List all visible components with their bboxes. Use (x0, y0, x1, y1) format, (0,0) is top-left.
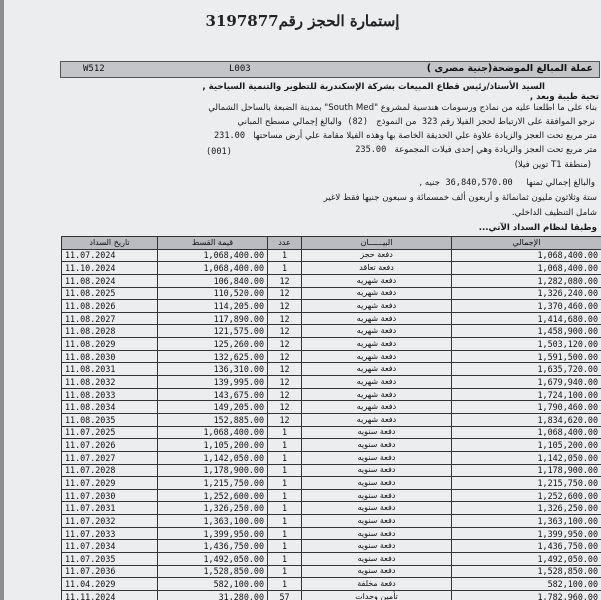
row-description: دفعة سنويه (302, 553, 452, 566)
row-count: 1 (268, 439, 302, 452)
table-row (62, 363, 601, 376)
header-total: الإجمالي (452, 237, 601, 250)
row-total: 1,399,950.00 (452, 527, 601, 540)
table-row (62, 249, 601, 262)
line2-middle: من النموذج (376, 117, 417, 127)
row-count: 1 (268, 262, 302, 275)
row-date: 11.08.2024 (62, 274, 158, 287)
row-count: 12 (268, 287, 302, 300)
row-description: دفعة مخلفة (302, 578, 452, 591)
row-count: 12 (268, 376, 302, 389)
row-date: 11.07.2027 (62, 451, 158, 464)
table-row (62, 451, 601, 464)
table-row (62, 413, 601, 426)
table-row (62, 553, 601, 566)
page-title: إستمارة الحجز رقم3197877 (205, 12, 400, 30)
villa-number: 323 (421, 117, 438, 127)
row-description: دفعة سنويه (302, 439, 452, 452)
header-description: البيــــــان (302, 237, 452, 250)
row-total: 1,282,080.00 (452, 274, 601, 287)
row-date: 11.07.2030 (62, 489, 158, 502)
line2-suffix: والبالغ إجمالي مسطح المباني (237, 117, 342, 127)
row-installment: 1,105,200.00 (158, 439, 268, 452)
row-total: 1,326,250.00 (452, 502, 601, 515)
row-count: 12 (268, 338, 302, 351)
table-header-row (62, 237, 601, 250)
row-installment: 582,100.00 (158, 578, 268, 591)
table-row (62, 477, 601, 490)
row-description: دفعة شهريه (302, 312, 452, 325)
table-row (62, 376, 601, 389)
row-installment: 121,575.00 (158, 325, 268, 338)
row-total: 1,436,750.00 (452, 540, 601, 553)
group-number: (001) (206, 147, 232, 157)
row-count: 1 (268, 451, 302, 464)
row-installment: 110,520.00 (158, 287, 268, 300)
row-description: دفعة شهريه (302, 401, 452, 414)
row-total: 1,492,050.00 (452, 553, 601, 566)
row-description: دفعة شهريه (302, 388, 452, 401)
header-count: عدد (268, 237, 302, 250)
row-description: دفعة شهريه (302, 300, 452, 313)
row-date: 11.07.2031 (62, 502, 158, 515)
row-total: 1,326,240.00 (452, 287, 601, 300)
row-description: دفعة شهريه (302, 376, 452, 389)
row-total: 1,503,120.00 (452, 338, 601, 351)
row-installment: 1,399,950.00 (158, 527, 268, 540)
table-row (62, 426, 601, 439)
payment-schedule-table (61, 236, 601, 600)
row-count: 1 (268, 502, 302, 515)
row-total: 1,370,460.00 (452, 300, 601, 313)
row-installment: 1,363,100.00 (158, 515, 268, 528)
zone-line: (منطقة T1 توين فيلا) (514, 160, 591, 170)
greeting-line: تحية طيبة وبعد , (529, 92, 599, 102)
row-installment: 139,995.00 (158, 376, 268, 389)
row-description: دفعة شهريه (302, 287, 452, 300)
row-date: 11.08.2032 (62, 376, 158, 389)
row-description: دفعة سنويه (302, 565, 452, 578)
currency-code-l003: L003 (229, 64, 251, 74)
row-installment: 1,436,750.00 (158, 540, 268, 553)
row-total: 1,105,200.00 (452, 439, 601, 452)
table-row (62, 325, 601, 338)
row-count: 1 (268, 565, 302, 578)
row-installment: 1,215,750.00 (158, 477, 268, 490)
header-date: تاريخ السداد (62, 237, 158, 250)
row-description: دفعة سنويه (302, 477, 452, 490)
row-description: دفعة سنويه (302, 540, 452, 553)
total-price-label: والبالغ إجمالي ثمنها (526, 178, 595, 188)
model-number: (82) (347, 117, 369, 127)
row-date: 11.08.2029 (62, 338, 158, 351)
line2-prefix: نرجو الموافقة على الارتباط لحجز الفيلا رقم (440, 117, 595, 127)
table-row (62, 300, 601, 313)
row-date: 11.07.2035 (62, 553, 158, 566)
table-row (62, 312, 601, 325)
row-count: 1 (268, 578, 302, 591)
row-count: 12 (268, 300, 302, 313)
internal-note: شامل التنظيف الداخلي. (511, 208, 597, 218)
row-total: 1,215,750.00 (452, 477, 601, 490)
row-total: 1,679,940.00 (452, 376, 601, 389)
row-installment: 117,890.00 (158, 312, 268, 325)
total-price-value: 36,840,570.00 (445, 178, 513, 188)
row-date: 11.07.2032 (62, 515, 158, 528)
row-description: دفعة سنويه (302, 515, 452, 528)
table-row (62, 527, 601, 540)
row-date: 11.07.2026 (62, 439, 158, 452)
row-total: 1,363,100.00 (452, 515, 601, 528)
table-row (62, 489, 601, 502)
row-installment: 149,205.00 (158, 401, 268, 414)
row-installment: 1,068,400.00 (158, 249, 268, 262)
row-total: 1,528,850.00 (452, 565, 601, 578)
row-installment: 1,528,850.00 (158, 565, 268, 578)
row-date: 11.07.2033 (62, 527, 158, 540)
row-installment: 1,068,400.00 (158, 426, 268, 439)
row-total: 1,591,500.00 (452, 350, 601, 363)
table-row (62, 464, 601, 477)
row-count: 1 (268, 553, 302, 566)
intro-line-2 (237, 117, 595, 127)
row-total: 1,252,600.00 (452, 489, 601, 502)
row-count: 1 (268, 540, 302, 553)
row-count: 1 (268, 527, 302, 540)
row-description: دفعة شهريه (302, 350, 452, 363)
row-total: 1,414,680.00 (452, 312, 601, 325)
table-row (62, 439, 601, 452)
row-count: 12 (268, 388, 302, 401)
row-date: 11.07.2036 (62, 565, 158, 578)
row-total: 1,142,050.00 (452, 451, 601, 464)
row-count: 12 (268, 350, 302, 363)
row-description: دفعة تعاقد (302, 262, 452, 275)
table-row (62, 350, 601, 363)
row-date: 11.04.2029 (62, 578, 158, 591)
row-description: دفعة سنويه (302, 426, 452, 439)
row-count: 1 (268, 426, 302, 439)
row-description: دفعة سنويه (302, 451, 452, 464)
row-count: 57 (268, 590, 302, 600)
row-total: 582,100.00 (452, 578, 601, 591)
row-date: 11.07.2029 (62, 477, 158, 490)
row-description: دفعة سنويه (302, 489, 452, 502)
row-total: 1,178,900.00 (452, 464, 601, 477)
table-row (62, 274, 601, 287)
row-total: 1,834,620.00 (452, 413, 601, 426)
row-date: 11.07.2025 (62, 426, 158, 439)
row-installment: 152,885.00 (158, 413, 268, 426)
row-description: دفعة سنويه (302, 502, 452, 515)
table-row (62, 287, 601, 300)
row-installment: 1,492,050.00 (158, 553, 268, 566)
row-total: 1,068,400.00 (452, 262, 601, 275)
row-description: دفعة حجز (302, 249, 452, 262)
table-row (62, 262, 601, 275)
row-installment: 1,068,400.00 (158, 262, 268, 275)
row-date: 11.08.2031 (62, 363, 158, 376)
row-description: دفعة شهريه (302, 363, 452, 376)
table-row (62, 401, 601, 414)
row-installment: 136,310.00 (158, 363, 268, 376)
row-description: دفعة سنويه (302, 464, 452, 477)
row-description: دفعة سنويه (302, 527, 452, 540)
row-date: 11.10.2024 (62, 262, 158, 275)
area-line-1 (214, 131, 597, 141)
row-date: 11.08.2026 (62, 300, 158, 313)
row-date: 11.08.2030 (62, 350, 158, 363)
row-total: 1,458,900.00 (452, 325, 601, 338)
total-in-words: ستة وثلاثون مليون ثمانمائة و أربعون ألف خمسمائة و سبعون جنيها فقط لاغير (323, 193, 597, 203)
row-count: 12 (268, 325, 302, 338)
table-row (62, 515, 601, 528)
currency-bar (60, 61, 600, 78)
row-count: 1 (268, 477, 302, 490)
row-total: 1,790,460.00 (452, 401, 601, 414)
table-row (62, 388, 601, 401)
total-price-currency: جنيه , (419, 178, 440, 188)
row-date: 11.08.2035 (62, 413, 158, 426)
table-row (62, 540, 601, 553)
row-date: 11.07.2024 (62, 249, 158, 262)
row-installment: 132,625.00 (158, 350, 268, 363)
table-row (62, 578, 601, 591)
row-count: 12 (268, 363, 302, 376)
row-count: 12 (268, 312, 302, 325)
area2-text: متر مربع تحت العجز والزيادة وهي إحدى فيلات المجموعة (394, 145, 597, 155)
row-count: 1 (268, 464, 302, 477)
total-price-line (419, 178, 595, 188)
booking-form-page (4, 0, 601, 600)
row-count: 1 (268, 515, 302, 528)
intro-line-1: بناء على ما اطلعنا عليه من نماذج ورسومات هندسية لمشروع "South Med" بمدينة الضبعة بالساحل الشمالي (208, 103, 597, 113)
row-total: 1,782,960.00 (452, 590, 601, 600)
table-row (62, 338, 601, 351)
row-date: 11.08.2027 (62, 312, 158, 325)
row-installment: 106,840.00 (158, 274, 268, 287)
currency-code-w512: W512 (83, 64, 105, 74)
row-installment: 114,205.00 (158, 300, 268, 313)
row-installment: 143,675.00 (158, 388, 268, 401)
row-total: 1,724,100.00 (452, 388, 601, 401)
row-date: 11.07.2034 (62, 540, 158, 553)
row-count: 1 (268, 489, 302, 502)
table-row (62, 502, 601, 515)
row-installment: 31,280.00 (158, 590, 268, 600)
row-description: دفعة شهريه (302, 413, 452, 426)
row-total: 1,068,400.00 (452, 426, 601, 439)
addressee-line: السيد الأستاذ/رئيس قطاع المبيعات بشركة الإسكندرية للتطوير والتنمية السياحية , (202, 82, 545, 92)
table-row (62, 565, 601, 578)
row-total: 1,068,400.00 (452, 249, 601, 262)
row-total: 1,635,720.00 (452, 363, 601, 376)
currency-label: عملة المبالغ الموضحة(جنية مصرى ) (426, 63, 593, 74)
row-installment: 125,260.00 (158, 338, 268, 351)
row-description: دفعة شهريه (302, 338, 452, 351)
area-line-2 (355, 145, 597, 155)
header-installment: قيمة القسط (158, 237, 268, 250)
row-installment: 1,326,250.00 (158, 502, 268, 515)
row-installment: 1,142,050.00 (158, 451, 268, 464)
row-installment: 1,178,900.00 (158, 464, 268, 477)
row-description: دفعة شهريه (302, 325, 452, 338)
row-date: 11.07.2028 (62, 464, 158, 477)
row-date: 11.08.2028 (62, 325, 158, 338)
area1-text: متر مربع تحت العجز والزيادة علاوة علي الحديقة الخاصة بها وهذه الفيلا مقامة علي أرض مساحتها (253, 131, 597, 141)
payment-intro: وطبقا لنظام السداد الآتي... (478, 223, 597, 233)
row-date: 11.08.2034 (62, 401, 158, 414)
table-row (62, 590, 601, 600)
area2-value: 235.00 (355, 145, 387, 155)
row-count: 12 (268, 401, 302, 414)
row-date: 11.11.2024 (62, 590, 158, 600)
row-installment: 1,252,600.00 (158, 489, 268, 502)
row-date: 11.08.2025 (62, 287, 158, 300)
row-description: دفعة شهريه (302, 274, 452, 287)
row-count: 12 (268, 274, 302, 287)
area1-value: 231.00 (213, 131, 246, 141)
row-count: 12 (268, 413, 302, 426)
row-count: 1 (268, 249, 302, 262)
row-description: تأمين وحدات (302, 590, 452, 600)
row-date: 11.08.2033 (62, 388, 158, 401)
